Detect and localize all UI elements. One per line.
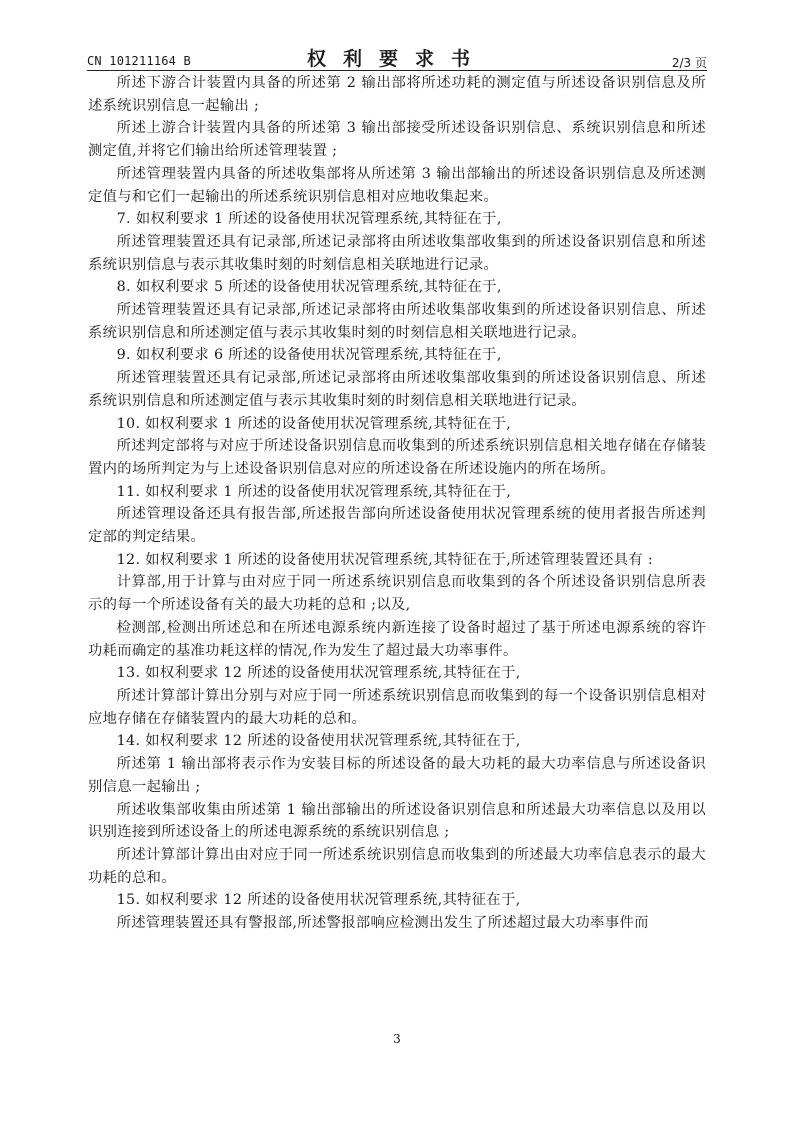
paragraph: 所述下游合计装置内具备的所述第 2 输出部将所述功耗的测定值与所述设备识别信息及所述系统识别信息一起输出 ; xyxy=(88,75,706,114)
patent-number: CN 101211164 B xyxy=(87,54,191,68)
claims-body xyxy=(88,72,706,935)
page-number: 3 xyxy=(393,1032,401,1046)
claim-heading: 14. 如权利要求 12 所述的设备使用状况管理系统,其特征在于, xyxy=(116,733,521,750)
page-header xyxy=(87,44,707,70)
paragraph: 所述管理设备还具有报告部,所述报告部向所述设备使用状况管理系统的使用者报告所述判定部的判定结果。 xyxy=(88,506,706,546)
paragraph: 所述管理装置内具备的所述收集部将从所述第 3 输出部输出的所述设备识别信息及所述测定值与和它们一起输出的所述系统识别信息相对应地收集起来。 xyxy=(88,165,706,205)
paragraph: 所述收集部收集由所述第 1 输出部输出的所述设备识别信息和所述最大功率信息以及用以识别连接到所述设备上的所述电源系统的系统识别信息 ; xyxy=(88,801,706,841)
paragraph: 所述计算部计算出分别与对应于同一所述系统识别信息而收集到的每一个设备识别信息相对应地存储在存储装置内的最大功耗的总和。 xyxy=(88,687,706,727)
paragraph: 所述管理装置还具有记录部,所述记录部将由所述收集部收集到的所述设备识别信息、所述系统识别信息和所述测定值与表示其收集时刻的时刻信息相关联地进行记录。 xyxy=(88,302,706,341)
paragraph: 计算部,用于计算与由对应于同一所述系统识别信息而收集到的各个所述设备识别信息所表示的每一个所述设备有关的最大功耗的总和 ;以及, xyxy=(88,574,706,614)
claim-heading: 10. 如权利要求 1 所述的设备使用状况管理系统,其特征在于, xyxy=(116,415,512,432)
claim-heading: 13. 如权利要求 12 所述的设备使用状况管理系统,其特征在于, xyxy=(116,665,521,682)
claim-heading: 8. 如权利要求 5 所述的设备使用状况管理系统,其特征在于, xyxy=(116,279,502,296)
claim-heading: 9. 如权利要求 6 所述的设备使用状况管理系统,其特征在于, xyxy=(116,347,502,364)
paragraph: 所述上游合计装置内具备的所述第 3 输出部接受所述设备识别信息、系统识别信息和所述测定值,并将它们输出给所述管理装置 ; xyxy=(88,120,706,160)
claim-heading: 15. 如权利要求 12 所述的设备使用状况管理系统,其特征在于, xyxy=(116,892,521,909)
paragraph: 所述判定部将与对应于所述设备识别信息而收集到的所述系统识别信息相关地存储在存储装置内的场所判定为与上述设备识别信息对应的所述设备在所述设施内的所在场所。 xyxy=(88,438,706,477)
paragraph: 所述管理装置还具有记录部,所述记录部将由所述收集部收集到的所述设备识别信息和所述系统识别信息与表示其收集时刻的时刻信息相关联地进行记录。 xyxy=(88,233,706,273)
paragraph: 所述计算部计算出由对应于同一所述系统识别信息而收集到的所述最大功率信息表示的最大功耗的总和。 xyxy=(88,846,706,886)
claim-heading: 11. 如权利要求 1 所述的设备使用状况管理系统,其特征在于, xyxy=(116,483,512,500)
paragraph: 检测部,检测出所述总和在所述电源系统内新连接了设备时超过了基于所述电源系统的容许功耗而确定的基准功耗这样的情况,作为发生了超过最大功率事件。 xyxy=(88,619,706,659)
document-title: 权利要求书 xyxy=(306,48,487,70)
claim-heading: 7. 如权利要求 1 所述的设备使用状况管理系统,其特征在于, xyxy=(116,211,502,228)
paragraph: 所述管理装置还具有记录部,所述记录部将由所述收集部收集到的所述设备识别信息、所述系统识别信息和所述测定值与表示其收集时刻的时刻信息相关联地进行记录。 xyxy=(88,370,706,409)
header-rule xyxy=(87,70,707,71)
paragraph: 所述第 1 输出部将表示作为安装目标的所述设备的最大功耗的最大功率信息与所述设备识别信息一起输出 ; xyxy=(88,756,706,795)
page-indicator: 2/3 页 xyxy=(671,56,707,70)
claim-heading: 12. 如权利要求 1 所述的设备使用状况管理系统,其特征在于,所述管理装置还具有 : xyxy=(116,551,654,568)
paragraph: 所述管理装置还具有警报部,所述警报部响应检测出发生了所述超过最大功率事件而 xyxy=(116,915,649,932)
